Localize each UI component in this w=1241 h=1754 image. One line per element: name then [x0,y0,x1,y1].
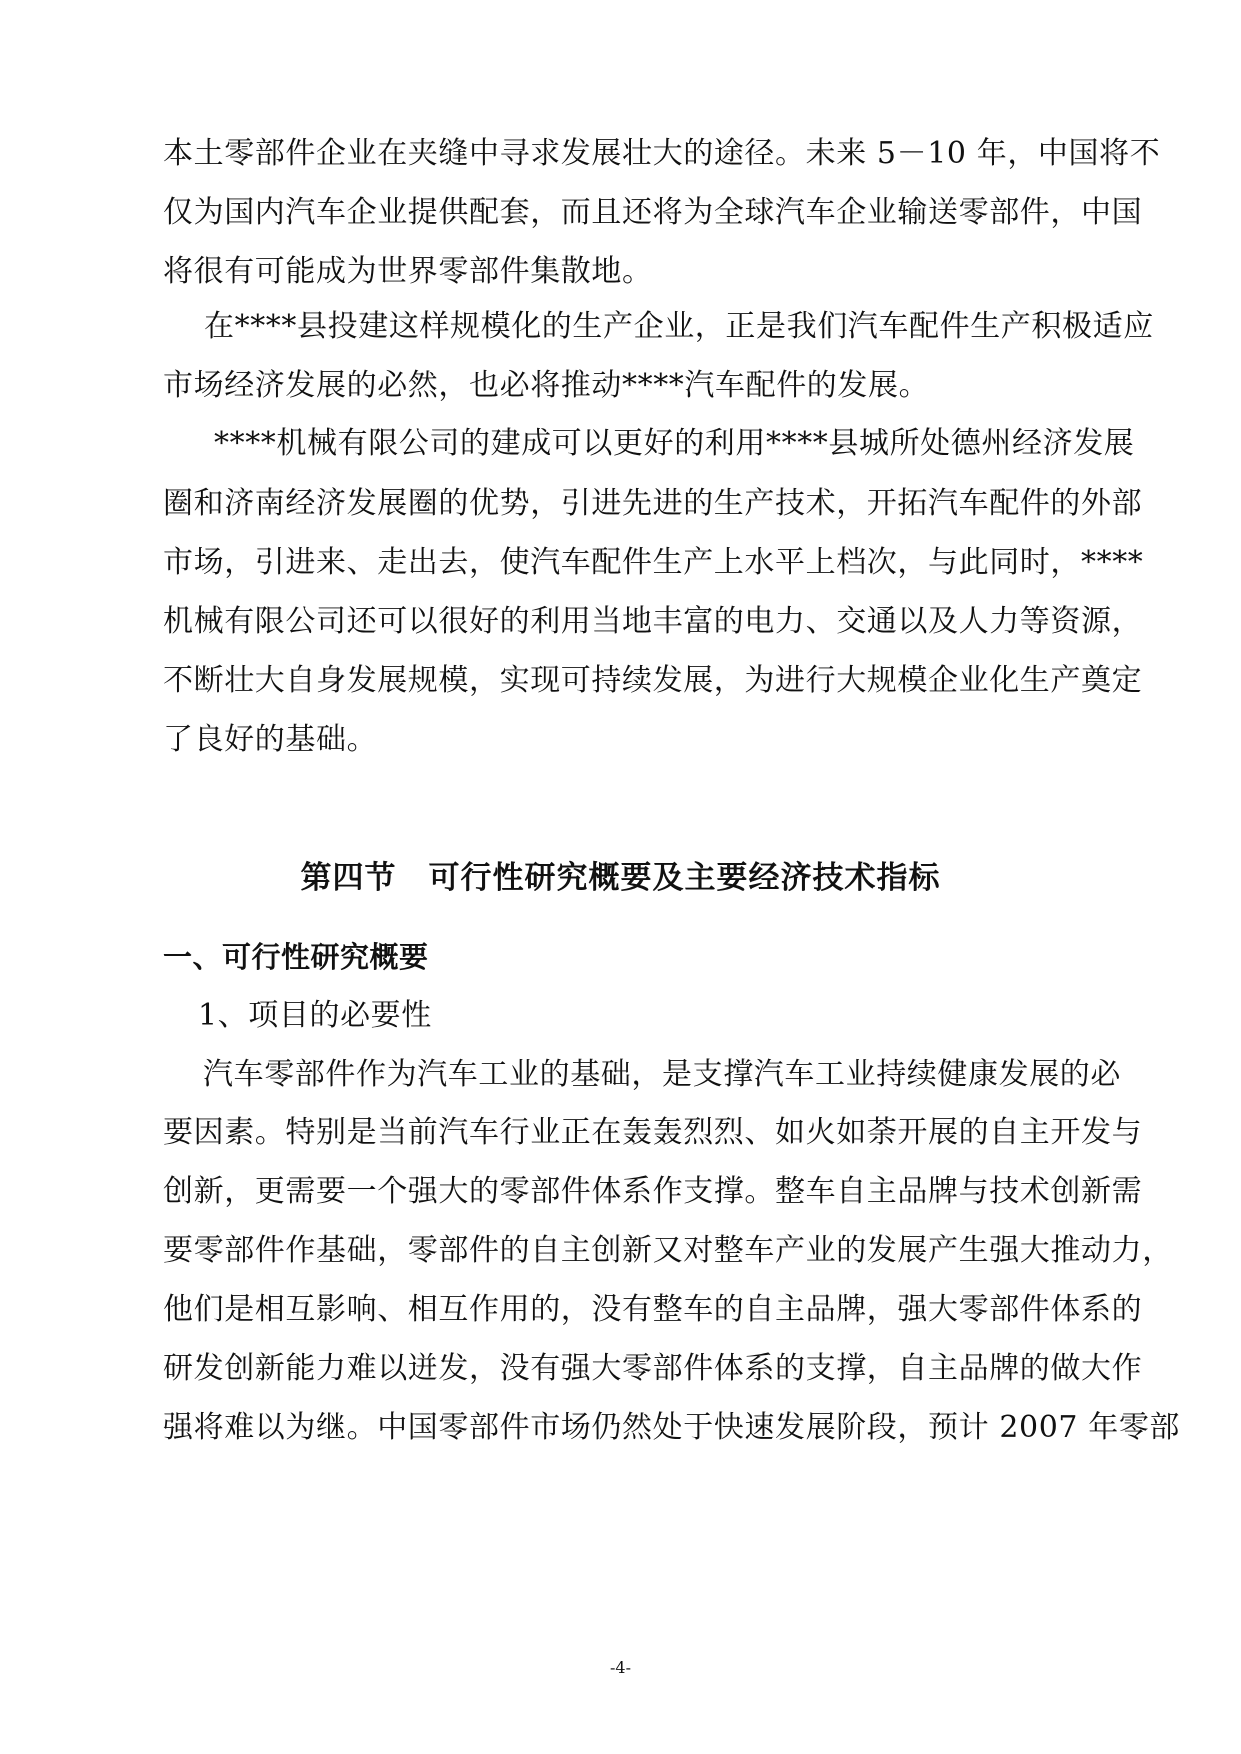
paragraph-3-line-4: 机械有限公司还可以很好的利用当地丰富的电力、交通以及人力等资源， [163,604,1143,639]
heading-feasibility-overview: 一、可行性研究概要 [163,940,429,974]
page-number: -4- [610,1658,631,1677]
paragraph-1-line-1: 本土零部件企业在夹缝中寻求发展壮大的途径。未来 5－10 年，中国将不 [163,136,1161,171]
subheading-project-necessity: 1、项目的必要性 [198,998,432,1033]
paragraph-4-line-4: 要零部件作基础，零部件的自主创新又对整车产业的发展产生强大推动力， [163,1233,1173,1268]
paragraph-4-line-2: 要因素。特别是当前汽车行业正在轰轰烈烈、如火如荼开展的自主开发与 [163,1115,1143,1150]
paragraph-3-line-1: ****机械有限公司的建成可以更好的利用****县城所处德州经济发展 [214,426,1135,461]
section-title: 第四节 可行性研究概要及主要经济技术指标 [300,860,941,896]
paragraph-4-line-7: 强将难以为继。中国零部件市场仍然处于快速发展阶段，预计 2007 年零部 [163,1410,1181,1445]
paragraph-3-line-3: 市场，引进来、走出去，使汽车配件生产上水平上档次，与此同时，**** [163,545,1144,580]
paragraph-3-line-2: 圈和济南经济发展圈的优势，引进先进的生产技术，开拓汽车配件的外部 [163,486,1143,521]
paragraph-3-line-6: 了良好的基础。 [163,722,378,757]
paragraph-4-line-6: 研发创新能力难以迸发，没有强大零部件体系的支撑，自主品牌的做大作 [163,1351,1143,1386]
paragraph-3-line-5: 不断壮大自身发展规模，实现可持续发展，为进行大规模企业化生产奠定 [163,663,1143,698]
paragraph-1-line-3: 将很有可能成为世界零部件集散地。 [163,254,653,289]
paragraph-2-line-1: 在****县投建这样规模化的生产企业，正是我们汽车配件生产积极适应 [204,309,1154,344]
paragraph-2-line-2: 市场经济发展的必然，也必将推动****汽车配件的发展。 [163,368,930,403]
paragraph-4-line-1: 汽车零部件作为汽车工业的基础，是支撑汽车工业持续健康发展的必 [203,1057,1121,1092]
paragraph-1-line-2: 仅为国内汽车企业提供配套，而且还将为全球汽车企业输送零部件，中国 [163,195,1143,230]
paragraph-4-line-5: 他们是相互影响、相互作用的，没有整车的自主品牌，强大零部件体系的 [163,1292,1143,1327]
paragraph-4-line-3: 创新，更需要一个强大的零部件体系作支撑。整车自主品牌与技术创新需 [163,1174,1143,1209]
